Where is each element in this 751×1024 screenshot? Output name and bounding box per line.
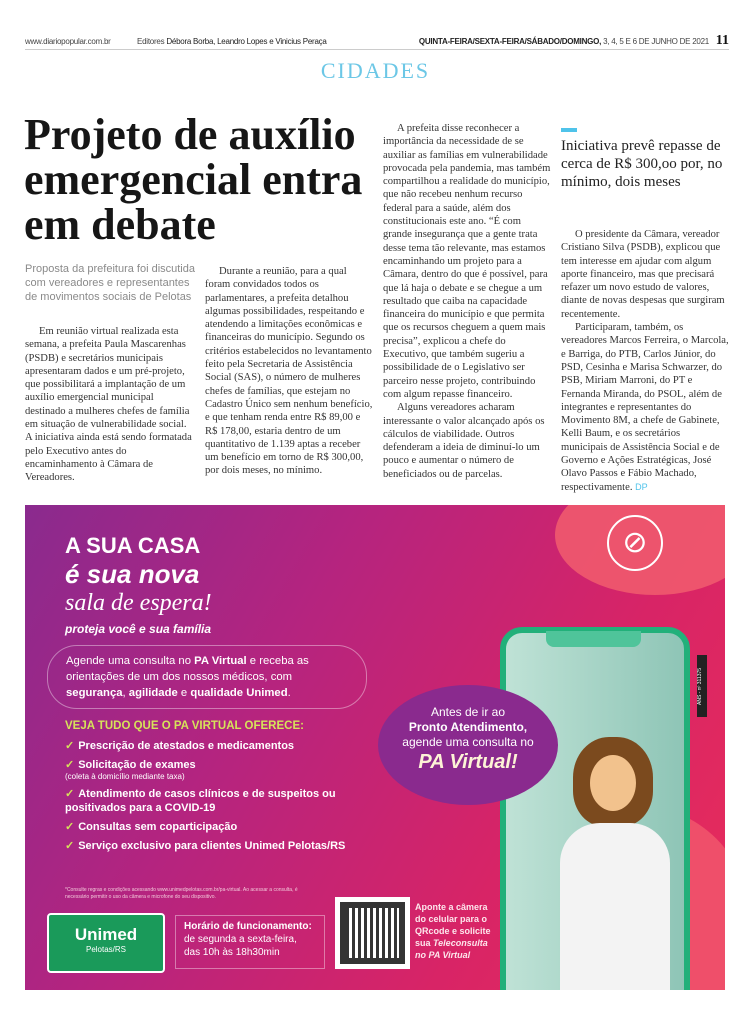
- t: Agende uma consulta no: [66, 655, 195, 667]
- paragraph: Alguns vereadores acharam interessante o valor alcançado após os cálculos de viabilidade. Outros defenderam a ideia de diminuí-lo um pouco e aumentar o número de beneficiados ou de parcelas.: [383, 402, 545, 480]
- hours-line: de segunda a sexta-feira,: [184, 934, 297, 945]
- check-icon: ✓: [65, 759, 75, 771]
- signature: DP: [635, 481, 648, 492]
- t: ,: [122, 687, 129, 699]
- t: .: [287, 687, 291, 699]
- check-icon: ✓: [65, 788, 75, 800]
- paragraph: [561, 321, 729, 494]
- editors-names: Débora Borba, Leandro Lopes e Vinicius Peraça: [166, 37, 327, 46]
- ad-headline-3: sala de espera!: [65, 590, 212, 616]
- item-text: Serviço exclusivo para clientes Unimed Pelotas/RS: [78, 840, 346, 852]
- b: PA Virtual: [194, 655, 247, 667]
- article-subtitle: Proposta da prefeitura foi discutida com vereadores e representantes de movimentos sociais de Pelotas: [25, 263, 195, 303]
- item-text: Prescrição de atestados e medicamentos: [78, 740, 295, 752]
- logo-name: Unimed: [74, 925, 138, 944]
- article-column-2: [205, 265, 373, 478]
- hours-line: das 10h às 18h30min: [184, 947, 280, 958]
- editors-label: Editores: [137, 37, 165, 46]
- ad-feature-list: [65, 739, 365, 858]
- qr-pattern: [340, 902, 405, 964]
- ad-list-title: VEJA TUDO QUE O PA VIRTUAL OFERECE:: [65, 720, 304, 732]
- t: e: [177, 687, 191, 699]
- opening-hours: [175, 915, 325, 969]
- phone-notch: [546, 631, 641, 647]
- page-number: 11: [715, 33, 729, 48]
- article-subheading: Iniciativa prevê repasse de cerca de R$ 300,oo por, no mínimo, dois meses: [561, 138, 723, 190]
- bubble-line: Antes de ir ao: [430, 705, 506, 719]
- paragraph: Em reunião virtual realizada esta semana, a prefeita Paula Mascarenhas (PSDB) e secretários municipais apresentaram dados e um pré-projeto, que possibilitará a implantação de um auxílio emergencial municipal destinado a mulheres chefes de família em situação de vulnerabilidade social. A iniciativa ainda está sendo formatada pelo Executivo antes do encaminhamento à Câmara de Vereadores.: [25, 326, 192, 484]
- check-icon: ✓: [65, 821, 75, 833]
- item-text: Atendimento de casos clínicos e de suspeitos ou positivados para a COVID-19: [65, 788, 336, 814]
- b: segurança: [66, 687, 123, 699]
- list-item: [65, 787, 365, 815]
- check-icon: ✓: [65, 840, 75, 852]
- paragraph: A prefeita disse reconhecer a importância da necessidade de se auxiliar as famílias em vulnerabilidade provocada pela pandemia, mas também compartilhou a realidade do município, que não recebeu nenhum recurso federal para a saúde, além dos constitucionais este ano. “É com grande insegurança que a gente trata desse tema tão relevante, mas estamos encaminhando um projeto para a Câmara, dentro do que é possível, para que lá haja o debate e se chegue a um resultado que caiba na capacidade financeira do município e que permita que os recursos cheguem a quem mais precisa”, explicou a chefe do Executivo, que também sugeriu a possibilidade de o Legislativo ser parceiro nesse projeto, contribuindo com algum repasse financeiro.: [383, 123, 551, 400]
- list-item: [65, 839, 365, 853]
- ans-registration: ANS - nº 311375: [697, 655, 707, 717]
- ad-intro-box: [47, 645, 367, 709]
- ad-headline-2: é sua nova: [65, 559, 200, 589]
- item-note: (coleta à domicílio mediante taxa): [65, 772, 185, 781]
- paragraph: Durante a reunião, para a qual foram convidados todos os parlamentares, a prefeita detalhou algumas possibilidades, respeitando e atendendo a limitações econômicas e financeiras do município. Segundo os critérios estabelecidos no levantamento feito pela Secretaria de Assistência Social (SAS), o número de mulheres chefes de famílias, que estejam no Cadastro Único sem nenhum benefício, e que tenham renda entre R$ 89,00 e R$ 178,00, estaria dentro de um quantitativo de 1.139 aptas a receber um benefício em torno de R$ 300,00, por dois meses, no mínimo.: [205, 266, 373, 477]
- paragraph: O presidente da Câmara, vereador Cristiano Silva (PSDB), explicou que tem interesse em ajudar com algum aporte financeiro, mas que precisará refazer um novo estudo de valores, diante de novas despesas que surgiram recentemente.: [561, 229, 725, 320]
- item-text: Consultas sem coparticipação: [78, 821, 238, 833]
- article-column-1: [25, 325, 193, 485]
- hours-title: Horário de funcionamento:: [184, 921, 312, 932]
- check-icon: ✓: [65, 740, 75, 752]
- list-item: [65, 739, 365, 753]
- t: Aponte a câmera do celular para o QRcode e solicite sua: [415, 902, 491, 948]
- b: qualidade Unimed: [190, 687, 288, 699]
- logo-city: Pelotas/RS: [85, 945, 127, 954]
- no-virus-icon: ⊘: [607, 515, 663, 571]
- ad-headline-1: A SUA CASA: [65, 533, 201, 558]
- ad-tagline: proteja você e sua família: [65, 622, 212, 636]
- edition-date-text: 3, 4, 5 E 6 DE JUNHO DE 2021: [603, 37, 709, 46]
- item-text: Solicitação de exames: [78, 759, 196, 771]
- t: e receba as orientações de um dos nossos médicos, com: [66, 655, 309, 683]
- paragraph-text: Participaram, também, os vereadores Marcos Ferreira, o Marcola, e Barriga, do PTB, Carlos Júnior, do PSD, Cesinha e Marisa Schwarzer, do PSB, Miriam Marroni, do PT e Fernanda Miranda, do PSOL, além de integrantes e representantes do Movimento 8M, a chefe de Gabinete, Kelli Baum, e os secretários municipais de Assistência Social e de Governo e Ações Estratégicas, José Olavo Passos e Fábio Machado, respectivamente.: [561, 322, 729, 493]
- article-column-4: [561, 228, 729, 494]
- speech-bubble: [378, 685, 558, 805]
- ad-fine-print: *Consulte regras e condições acessando www.unimedpelotas.com.br/pa-virtual. Ao acessar a consulta, é necessário permitir o uso da câmera e microfone do seu dispositivo.: [65, 887, 298, 900]
- doctor-illustration-face: [590, 755, 636, 811]
- unimed-logo: [47, 913, 165, 973]
- list-item: [65, 820, 365, 834]
- list-item: [65, 758, 365, 782]
- qr-code[interactable]: [335, 897, 410, 969]
- subheading-accent-bar: [561, 128, 577, 132]
- qr-instructions: [415, 901, 497, 961]
- b: agilidade: [128, 687, 178, 699]
- bubble-line: agende uma consulta no: [402, 735, 534, 749]
- b: Teleconsulta no PA Virtual: [415, 938, 488, 960]
- bubble-line: PA Virtual!: [418, 751, 518, 773]
- site-url: www.diariopopular.com.br: [25, 37, 111, 46]
- bubble-line: Pronto Atendimento,: [408, 720, 528, 734]
- article-title: Projeto de auxílio emergencial entra em debate: [24, 110, 363, 249]
- article-column-3: [383, 122, 551, 481]
- edition-date: [419, 37, 709, 46]
- editors: [137, 37, 327, 46]
- edition-days: QUINTA-FEIRA/SEXTA-FEIRA/SÁBADO/DOMINGO,: [418, 37, 602, 46]
- doctor-illustration-coat: [560, 823, 670, 990]
- section-title: CIDADES: [320, 58, 431, 83]
- unimed-advertisement[interactable]: [25, 505, 725, 990]
- page-header: [25, 33, 729, 50]
